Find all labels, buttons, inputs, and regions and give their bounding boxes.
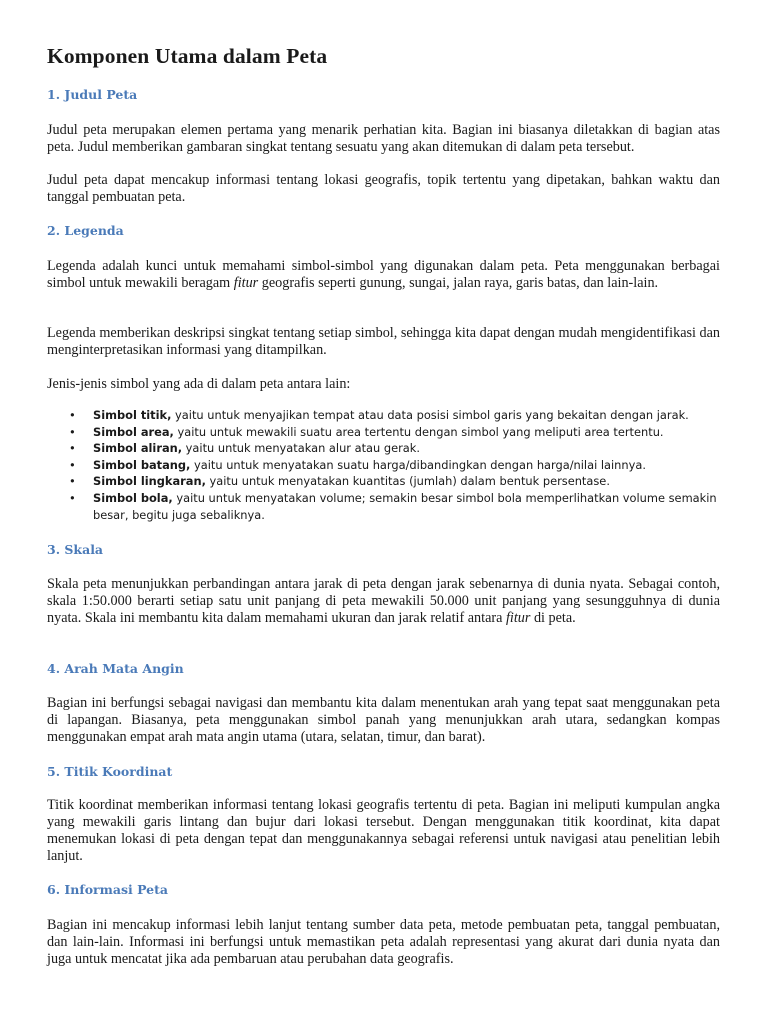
section-heading-judul-peta: 1. Judul Peta — [47, 87, 138, 102]
symbol-type-list — [47, 407, 720, 523]
list-item-text: yaitu untuk menyatakan alur atau gerak. — [182, 441, 420, 456]
list-item-text: yaitu untuk menyajikan tempat atau data posisi simbol garis yang bekaitan dengan jarak. — [171, 408, 689, 422]
page-title: Komponen Utama dalam Peta — [47, 44, 328, 68]
section-heading-skala: 3. Skala — [47, 542, 104, 557]
paragraph: Bagian ini mencakup informasi lebih lanjut tentang sumber data peta, metode pembuatan peta, tanggal pembuatan, dan lain-lain. Informasi ini berfungsi untuk memastikan peta adalah representasi yang akurat dari dunia nyata dan juga untuk mencatat jika ada pembaruan atau perubahan data geografis. — [47, 917, 720, 967]
section-heading-titik-koordinat: 5. Titik Koordinat — [47, 764, 173, 779]
list-item-term: Simbol bola, — [93, 490, 173, 505]
bullet-icon: • — [69, 474, 76, 489]
paragraph — [47, 258, 720, 292]
emphasis-text: fitur — [505, 609, 531, 626]
list-item — [47, 407, 720, 424]
paragraph: Judul peta dapat mencakup informasi tentang lokasi geografis, topik tertentu yang dipetakan, bahkan waktu dan tanggal pembuatan peta. — [47, 172, 720, 205]
text-run: di peta. — [530, 609, 576, 626]
text-run: geografis seperti gunung, sungai, jalan raya, garis batas, dan lain-lain. — [258, 274, 659, 291]
section-heading-legenda: 2. Legenda — [47, 223, 124, 238]
bullet-icon: • — [69, 457, 76, 472]
list-item-term: Simbol batang, — [93, 457, 191, 472]
paragraph: Judul peta merupakan elemen pertama yang menarik perhatian kita. Bagian ini biasanya diletakkan di bagian atas peta. Judul memberikan gambaran singkat tentang sesuatu yang akan ditemukan di dalam peta tersebut. — [47, 122, 720, 155]
bullet-icon: • — [69, 424, 76, 439]
list-item-term: Simbol lingkaran, — [93, 474, 206, 489]
bullet-icon: • — [69, 441, 76, 456]
section-heading-arah-mata-angin: 4. Arah Mata Angin — [47, 661, 184, 676]
text-run: Skala peta menunjukkan perbandingan antara jarak di peta dengan jarak sebenarnya di dunia nyata. Sebagai contoh, skala 1:50.000 berarti setiap satu unit panjang di peta mewakili 50.000 unit panjang yang sesungguhnya di dunia nyata. Skala ini membantu kita dalam memahami ukuran dan jarak relatif antara — [47, 576, 720, 626]
list-item-term: Simbol area, — [93, 424, 174, 439]
emphasis-text: fitur — [233, 274, 259, 291]
section-heading-informasi-peta: 6. Informasi Peta — [47, 882, 168, 897]
list-item-text: yaitu untuk menyatakan volume; semakin besar simbol bola memperlihatkan volume semakin besar, begitu juga sebaliknya. — [93, 490, 717, 522]
paragraph: Legenda memberikan deskripsi singkat tentang setiap simbol, sehingga kita dapat dengan mudah mengidentifikasi dan menginterpretasikan informasi yang ditampilkan. — [47, 325, 720, 358]
paragraph: Bagian ini berfungsi sebagai navigasi dan membantu kita dalam menentukan arah yang tepat saat menggunakan peta di lapangan. Biasanya, peta menggunakan simbol panah yang menunjukkan arah utara, sedangkan kompas menggunakan empat arah mata angin utama (utara, selatan, timur, dan barat). — [47, 695, 720, 745]
text-run: Legenda adalah kunci untuk memahami simbol-simbol yang digunakan dalam peta. Peta menggunakan berbagai simbol untuk mewakili beragam — [47, 258, 720, 291]
list-item-term: Simbol aliran, — [93, 441, 183, 456]
list-item-text: yaitu untuk mewakili suatu area tertentu dengan simbol yang meliputi area tertentu. — [173, 424, 664, 439]
paragraph — [47, 576, 720, 627]
list-item — [47, 424, 720, 441]
list-item — [47, 473, 720, 490]
list-item-text: yaitu untuk menyatakan suatu harga/dibandingkan dengan harga/nilai lainnya. — [190, 457, 646, 472]
bullet-icon: • — [69, 408, 76, 422]
list-item-text: yaitu untuk menyatakan kuantitas (jumlah) dalam bentuk persentase. — [205, 474, 610, 489]
list-item — [47, 490, 720, 523]
bullet-icon: • — [69, 490, 76, 505]
list-item — [47, 440, 720, 457]
paragraph: Titik koordinat memberikan informasi tentang lokasi geografis tertentu di peta. Bagian ini meliputi kumpulan angka yang mewakili garis lintang dan bujur dari lokasi tersebut. Dengan menggunakan titik koordinat, kita dapat menemukan lokasi di peta dengan tepat dan menggunakannya sebagai referensi untuk navigasi atau penelitian lebih lanjut. — [47, 797, 720, 864]
paragraph: Jenis-jenis simbol yang ada di dalam peta antara lain: — [47, 376, 351, 392]
list-item — [47, 457, 720, 474]
list-item-term: Simbol titik, — [93, 408, 172, 422]
